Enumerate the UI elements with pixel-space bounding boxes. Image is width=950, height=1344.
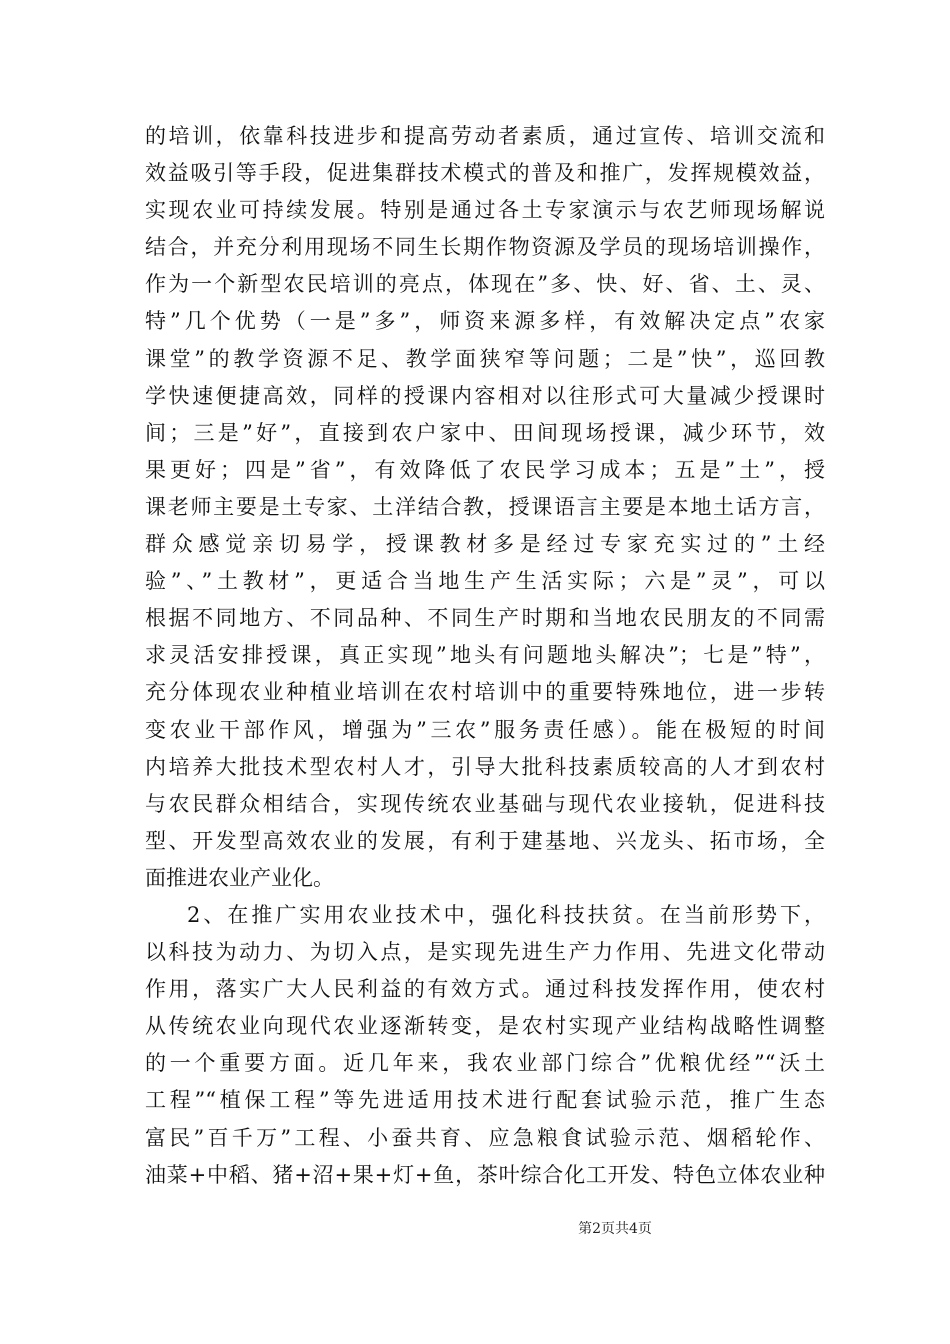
body-text	[145, 118, 825, 1194]
text-line: 作用，落实广大人民利益的有效方式。通过科技发挥作用，使农村	[145, 977, 825, 1002]
text-line: 与农民群众相结合，实现传统农业基础与现代农业接轨，促进科技	[145, 791, 825, 816]
text-line: 油菜+中稻、猪+沼+果+灯+鱼，茶叶综合化工开发、特色立体农业种	[145, 1162, 825, 1187]
text-line: 学快速便捷高效，同样的授课内容相对以往形式可大量减少授课时	[145, 383, 825, 408]
text-line: 课老师主要是土专家、土洋结合教，授课语言主要是本地土话方言，	[145, 494, 825, 519]
paragraph-start-line: 2、在推广实用农业技术中，强化科技扶贫。在当前形势下，	[187, 902, 825, 927]
page-footer	[0, 1218, 950, 1238]
text-line: 变农业干部作风，增强为”三农”服务责任感）。能在极短的时间	[145, 717, 825, 742]
text-line: 的培训，依靠科技进步和提高劳动者素质，通过宣传、培训交流和	[145, 124, 825, 148]
text-line: 以科技为动力、为切入点，是实现先进生产力作用、先进文化带动	[145, 940, 825, 965]
text-line: 作为一个新型农民培训的亮点，体现在”多、快、好、省、土、灵、	[145, 272, 825, 297]
text-line: 充分体现农业种植业培训在农村培训中的重要特殊地位，进一步转	[145, 680, 825, 705]
text-line: 从传统农业向现代农业逐渐转变，是农村实现产业结构战略性调整	[145, 1014, 825, 1039]
text-line: 结合，并充分利用现场不同生长期作物资源及学员的现场培训操作，	[145, 235, 825, 260]
text-line: 富民”百千万”工程、小蚕共育、应急粮食试验示范、烟稻轮作、	[145, 1125, 825, 1150]
text-line: 根据不同地方、不同品种、不同生产时期和当地农民朋友的不同需	[145, 606, 825, 631]
text-line: 果更好；四是”省”，有效降低了农民学习成本；五是”土”，授	[145, 457, 825, 482]
text-line: 实现农业可持续发展。特别是通过各土专家演示与农艺师现场解说	[145, 198, 825, 223]
text-line: 工程”“植保工程”等先进适用技术进行配套试验示范，推广生态	[145, 1088, 825, 1113]
text-line: 内培养大批技术型农村人才，引导大批科技素质较高的人才到农村	[145, 754, 825, 779]
text-line: 效益吸引等手段，促进集群技术模式的普及和推广，发挥规模效益，	[145, 161, 825, 186]
paragraph-end-line: 面推进农业产业化。	[145, 865, 334, 890]
text-line: 课堂”的教学资源不足、教学面狭窄等问题；二是”快”，巡回教	[145, 346, 825, 371]
text-line: 群众感觉亲切易学，授课教材多是经过专家充实过的”土经	[145, 532, 825, 557]
text-line: 型、开发型高效农业的发展，有利于建基地、兴龙头、拓市场，全	[145, 828, 825, 853]
text-line: 求灵活安排授课，真正实现”地头有问题地头解决”；七是”特”，	[145, 643, 825, 668]
text-line: 的一个重要方面。近几年来，我农业部门综合”优粮优经”“沃土	[145, 1051, 825, 1076]
text-line: 验”、”土教材”，更适合当地生产生活实际；六是”灵”，可以	[145, 569, 825, 594]
text-line: 间；三是”好”，直接到农户家中、田间现场授课，减少环节，效	[145, 420, 825, 445]
page-number: 第2页共4页	[578, 1221, 652, 1237]
text-line: 特”几个优势（一是”多”，师资来源多样，有效解决定点”农家	[145, 309, 825, 334]
